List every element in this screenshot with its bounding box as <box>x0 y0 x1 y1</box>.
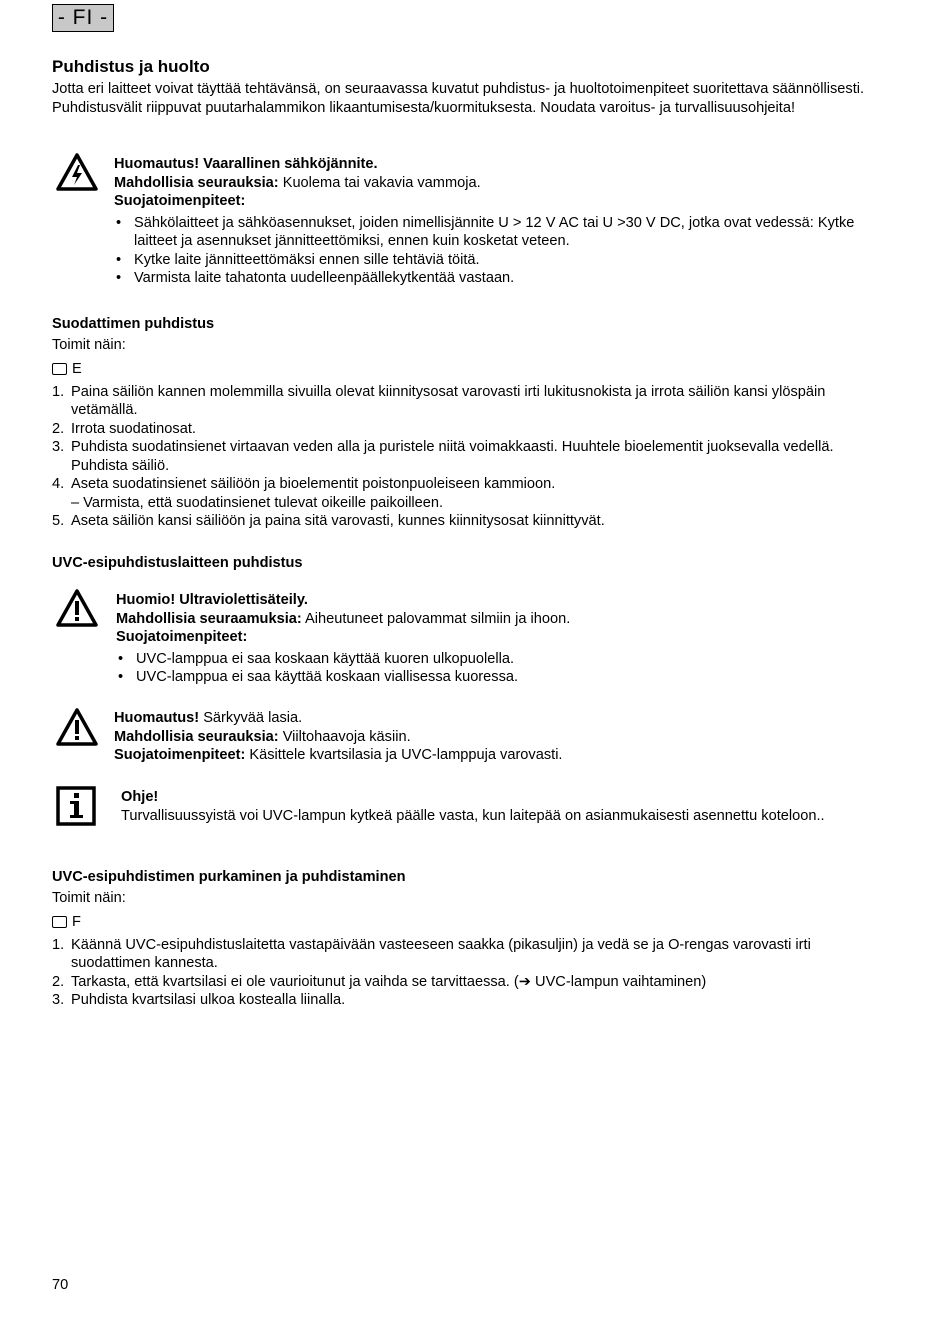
warning3-heading-bold: Huomautus! <box>114 710 200 726</box>
step-substep: – Varmista, että suodatinsienet tulevat oikeille paikoilleen. <box>71 494 444 511</box>
page-title: Puhdistus ja huolto <box>52 57 210 76</box>
warning2-bullet-list <box>116 650 880 687</box>
warning-icon <box>55 588 99 628</box>
list-item: • Varmista laite tahatonta uudelleenpäällekytkentää vastaan. <box>114 269 880 288</box>
step-text: Aseta suodatinsienet säiliöön ja bioelementit poistonpuoleiseen kammioon. <box>71 476 556 492</box>
intro-paragraph: Jotta eri laitteet voivat täyttää tehtävänsä, on seuraavassa kuvatut puhdistus- ja huoltotoimenpiteet suoritettava säännöllisesti. Puhdistusvälit riippuvat puutarhalammikon likaantumisesta/kuormituksesta. Noudata varoitus- ja turvallisuusohjeita! <box>52 81 865 116</box>
step-text: Puhdista suodatinsienet virtaavan veden alla ja puristele niitä voimakkaasti. Huuhtele bioelementit juoksevalla vedellä. Puhdista säiliö. <box>71 439 834 474</box>
step-number: 1. <box>52 936 65 953</box>
step-number: 3. <box>52 992 65 1008</box>
warning3-heading-rest: Särkyvää lasia. <box>199 710 303 726</box>
info-icon <box>56 786 96 826</box>
list-item: • Sähkölaitteet ja sähköasennukset, joiden nimellisjännite U > 12 V AC tai U >30 V DC, jotka ovat vedessä: Kytke laitteet ja asennukset jännitteettömiksi, ennen kuin kosketat veteen. <box>114 214 880 251</box>
step-number: 2. <box>52 973 65 990</box>
list-item <box>52 420 880 439</box>
dismantle-steps <box>52 936 880 1010</box>
step-number: 2. <box>52 420 65 437</box>
list-item: • UVC-lamppua ei saa koskaan käyttää kuoren ulkopuolella. <box>116 650 880 669</box>
figure-reference <box>52 360 880 379</box>
list-item <box>52 936 880 973</box>
step-text: Irrota suodatinosat. <box>71 420 196 437</box>
warning3-measures-text: Käsittele kvartsilasia ja UVC-lamppuja varovasti. <box>245 747 563 763</box>
list-item <box>52 512 880 531</box>
list-item: • UVC-lamppua ei saa käyttää koskaan viallisessa kuoressa. <box>116 668 880 687</box>
step-text: Paina säiliön kannen molemmilla sivuilla olevat kiinnitysosat varovasti irti lukitusnokista ja irrota säiliön kansi ylöspäin vetämällä. <box>71 383 826 418</box>
warning2-measures-label: Suojatoimenpiteet: <box>116 629 248 645</box>
note-text: Turvallisuussyistä voi UVC-lampun kytkeä päälle vasta, kun laitepää on asianmukaisesti asennettu koteloon.. <box>121 807 825 824</box>
warning-icon <box>55 707 99 747</box>
warning2-consequence-text: Aiheutuneet palovammat silmiin ja ihoon. <box>301 610 571 627</box>
step-text: Tarkasta, että kvartsilasi ei ole vaurioitunut ja vaihda se tarvittaessa. (➔ UVC-lampun vaihtaminen) <box>71 973 707 990</box>
figure-label: E <box>72 361 82 377</box>
warning2-heading: Huomio! Ultraviolettisäteily. <box>116 592 308 608</box>
filter-cleaning-heading: Suodattimen puhdistus <box>52 316 215 332</box>
step-number: 3. <box>52 439 65 455</box>
warning1-consequence-label: Mahdollisia seurauksia: <box>114 174 279 191</box>
warning1-consequence-text: Kuolema tai vakavia vammoja. <box>278 174 481 191</box>
main-section <box>52 57 880 117</box>
step-number: 4. <box>52 476 65 492</box>
step-text: Puhdista kvartsilasi ulkoa kostealla liinalla. <box>71 992 346 1008</box>
electric-warning <box>114 155 880 288</box>
warning1-measures-label: Suojatoimenpiteet: <box>114 193 246 209</box>
warning3-consequence-label: Mahdollisia seurauksia: <box>114 728 279 745</box>
electric-hazard-icon <box>55 152 99 192</box>
uv-warning <box>116 591 880 687</box>
list-item <box>52 991 880 1010</box>
step-number: 5. <box>52 513 65 529</box>
warning2-consequence-label: Mahdollisia seuraamuksia: <box>116 610 302 627</box>
warning3-consequence-text: Viiltohaavoja käsiin. <box>278 728 411 745</box>
step-number: 1. <box>52 383 65 400</box>
step-text: Aseta säiliön kansi säiliöön ja paina sitä varovasti, kunnes kiinnitysosat kiinnittyvät. <box>71 513 605 529</box>
dismantle-section <box>52 868 880 1010</box>
figure-label: F <box>72 914 81 930</box>
glass-warning <box>114 709 880 765</box>
uvc-cleaning-section <box>52 554 880 573</box>
list-item <box>52 438 880 475</box>
filter-cleaning-section <box>52 315 880 531</box>
page-number: 70 <box>52 1277 69 1293</box>
filter-lead: Toimit näin: <box>52 336 126 353</box>
figure-reference <box>52 913 880 932</box>
language-tag: - FI - <box>52 4 114 32</box>
warning1-bullet-list <box>114 214 880 288</box>
dismantle-heading: UVC-esipuhdistimen purkaminen ja puhdistaminen <box>52 869 406 885</box>
figure-box-icon <box>52 916 67 928</box>
uvc-cleaning-heading: UVC-esipuhdistuslaitteen puhdistus <box>52 555 303 571</box>
step-text: Käännä UVC-esipuhdistuslaitetta vastapäivään vasteeseen saakka (pikasuljin) ja vedä se ja O-rengas varovasti irti suodattimen kannesta. <box>71 936 811 971</box>
list-item: • Kytke laite jännitteettömäksi ennen sille tehtäviä töitä. <box>114 251 880 270</box>
warning1-heading: Huomautus! Vaarallinen sähköjännite. <box>114 156 378 172</box>
list-item <box>52 973 880 992</box>
note-block <box>121 788 850 825</box>
list-item <box>52 383 880 420</box>
filter-steps <box>52 383 880 531</box>
dismantle-lead: Toimit näin: <box>52 889 126 906</box>
figure-box-icon <box>52 363 67 375</box>
list-item <box>52 475 880 512</box>
note-heading: Ohje! <box>121 789 159 805</box>
warning3-measures-label: Suojatoimenpiteet: <box>114 747 246 763</box>
